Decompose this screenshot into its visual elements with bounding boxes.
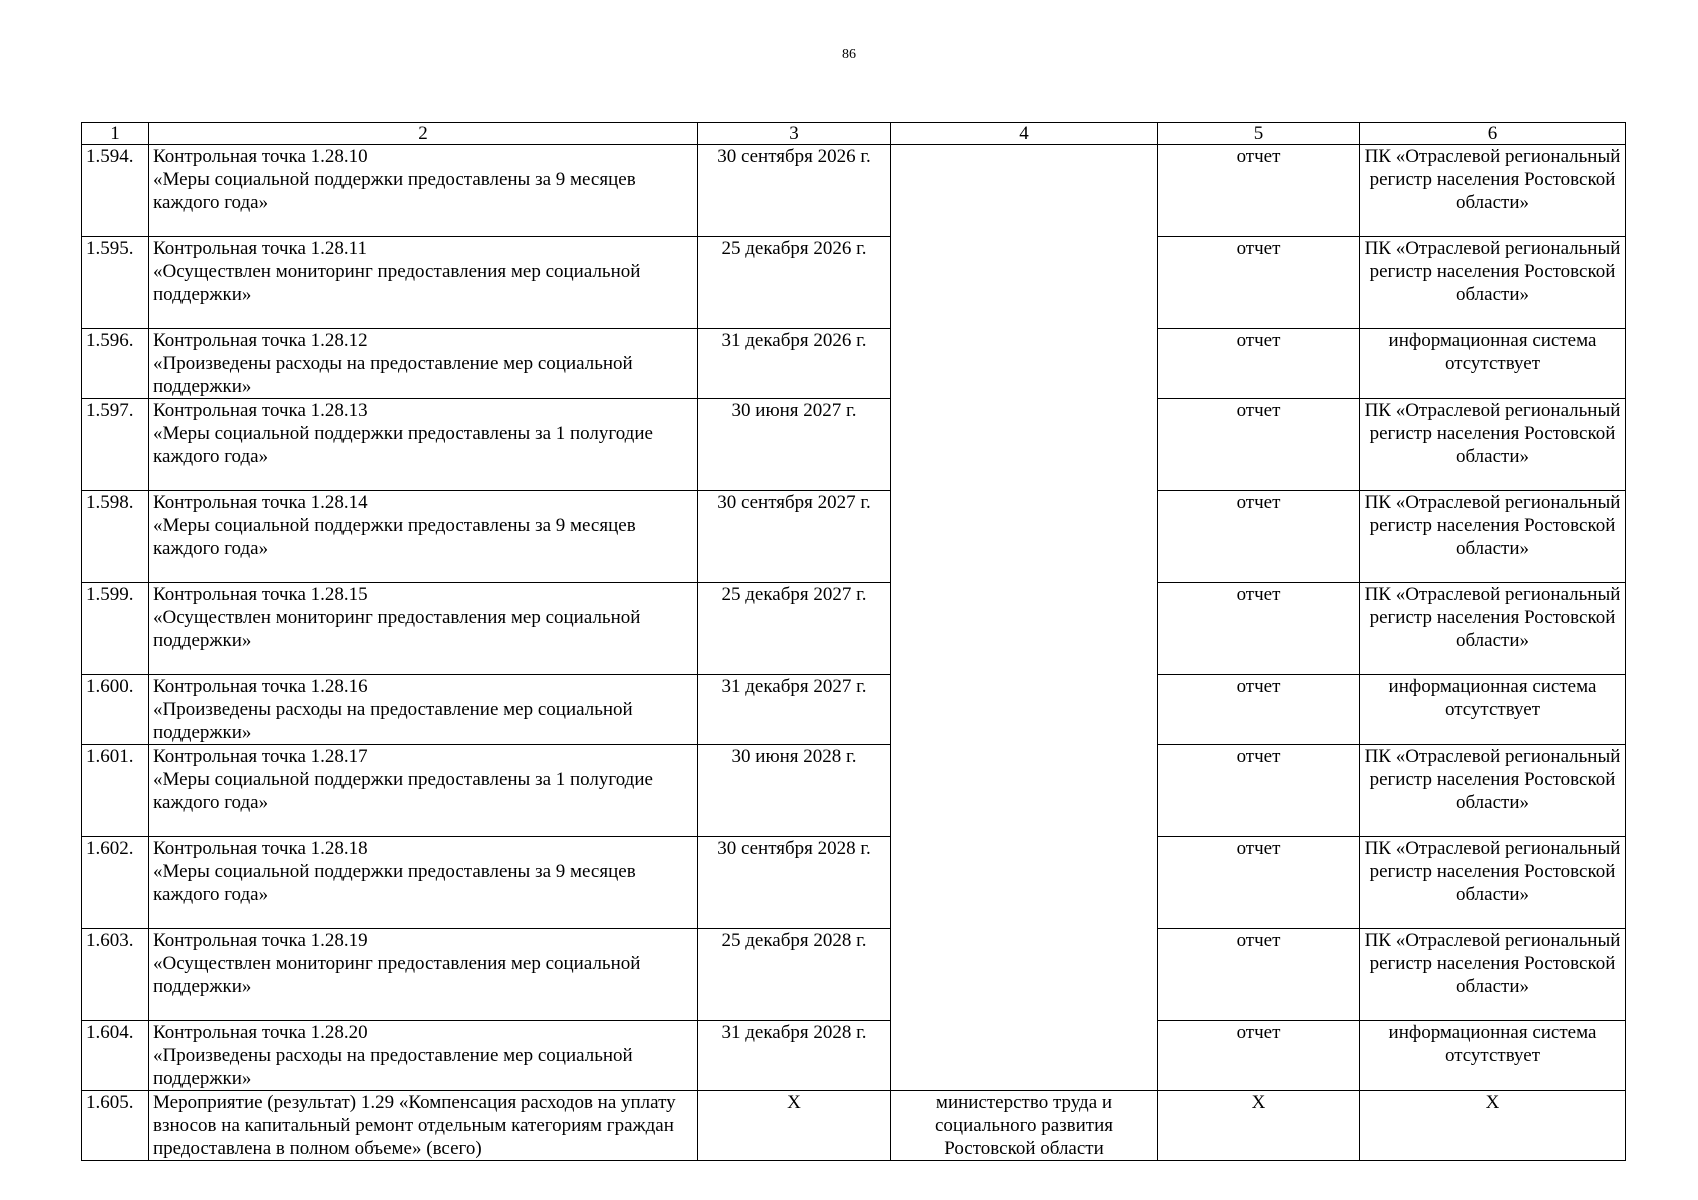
row-date: 30 сентября 2027 г.	[698, 491, 891, 583]
control-points-table	[81, 122, 1626, 1161]
header-col-4: 4	[891, 123, 1158, 145]
row-date: 30 июня 2028 г.	[698, 745, 891, 837]
row-description-cell: Мероприятие (результат) 1.29 «Компенсация расходов на уплату взносов на капитальный ремонт отдельным категориям граждан предоставлена в полном объеме» (всего)	[149, 1091, 698, 1161]
table-row	[82, 675, 1626, 745]
row-number: 1.603.	[82, 929, 149, 1021]
header-col-1: 1	[82, 123, 149, 145]
row-number: 1.594.	[82, 145, 149, 237]
row-number: 1.601.	[82, 745, 149, 837]
row-number: 1.597.	[82, 399, 149, 491]
row-document-type: отчет	[1158, 399, 1360, 491]
row-information-system: ПК «Отраслевой региональный регистр населения Ростовской области»	[1360, 145, 1626, 237]
header-col-2: 2	[149, 123, 698, 145]
row-number: 1.595.	[82, 237, 149, 329]
header-col-5: 5	[1158, 123, 1360, 145]
table-row	[82, 145, 1626, 237]
control-point-description: «Меры социальной поддержки предоставлены за 1 полугодие каждого года»	[153, 423, 653, 467]
row-description-cell	[149, 837, 698, 929]
row-document-type: отчет	[1158, 675, 1360, 745]
row-document-type: отчет	[1158, 145, 1360, 237]
table-row	[82, 745, 1626, 837]
row-date: 30 сентября 2028 г.	[698, 837, 891, 929]
row-document-type: отчет	[1158, 329, 1360, 399]
row-document-type: отчет	[1158, 837, 1360, 929]
table-row	[82, 583, 1626, 675]
page-number: 86	[842, 47, 856, 62]
table-row	[82, 329, 1626, 399]
row-information-system: X	[1360, 1091, 1626, 1161]
row-date: 31 декабря 2028 г.	[698, 1021, 891, 1091]
control-point-title: Контрольная точка 1.28.15	[153, 584, 368, 605]
responsible-merged-cell	[891, 145, 1158, 1091]
row-description-cell	[149, 491, 698, 583]
row-document-type: отчет	[1158, 1021, 1360, 1091]
control-point-title: Контрольная точка 1.28.13	[153, 400, 368, 421]
header-col-6: 6	[1360, 123, 1626, 145]
header-row	[82, 123, 1626, 145]
table-row	[82, 491, 1626, 583]
table-row	[82, 399, 1626, 491]
row-information-system: ПК «Отраслевой региональный регистр населения Ростовской области»	[1360, 399, 1626, 491]
control-point-description: «Осуществлен мониторинг предоставления мер социальной поддержки»	[153, 607, 641, 651]
row-description-cell	[149, 237, 698, 329]
control-point-title: Контрольная точка 1.28.14	[153, 492, 368, 513]
control-point-title: Контрольная точка 1.28.12	[153, 330, 368, 351]
row-information-system: ПК «Отраслевой региональный регистр населения Ростовской области»	[1360, 237, 1626, 329]
control-point-title: Контрольная точка 1.28.20	[153, 1022, 368, 1043]
row-document-type: X	[1158, 1091, 1360, 1161]
row-date: 30 июня 2027 г.	[698, 399, 891, 491]
row-number: 1.604.	[82, 1021, 149, 1091]
control-point-title: Контрольная точка 1.28.19	[153, 930, 368, 951]
row-date: 25 декабря 2028 г.	[698, 929, 891, 1021]
row-description-cell	[149, 675, 698, 745]
row-date: 25 декабря 2027 г.	[698, 583, 891, 675]
control-point-description: «Осуществлен мониторинг предоставления мер социальной поддержки»	[153, 261, 641, 305]
table-row	[82, 1091, 1626, 1161]
row-date: 25 декабря 2026 г.	[698, 237, 891, 329]
control-point-title: Контрольная точка 1.28.10	[153, 146, 368, 167]
row-date: X	[698, 1091, 891, 1161]
row-number: 1.598.	[82, 491, 149, 583]
row-number: 1.602.	[82, 837, 149, 929]
row-number: 1.600.	[82, 675, 149, 745]
row-description-cell	[149, 399, 698, 491]
row-date: 30 сентября 2026 г.	[698, 145, 891, 237]
row-document-type: отчет	[1158, 237, 1360, 329]
row-information-system: информационная система отсутствует	[1360, 1021, 1626, 1091]
row-information-system: информационная система отсутствует	[1360, 329, 1626, 399]
row-information-system: ПК «Отраслевой региональный регистр населения Ростовской области»	[1360, 583, 1626, 675]
row-document-type: отчет	[1158, 491, 1360, 583]
control-point-description: «Меры социальной поддержки предоставлены за 9 месяцев каждого года»	[153, 515, 636, 559]
row-responsible: министерство труда и социального развития Ростовской области	[891, 1091, 1158, 1161]
header-col-3: 3	[698, 123, 891, 145]
control-point-description: «Осуществлен мониторинг предоставления мер социальной поддержки»	[153, 953, 641, 997]
control-point-description: «Произведены расходы на предоставление мер социальной поддержки»	[153, 1045, 633, 1089]
row-date: 31 декабря 2026 г.	[698, 329, 891, 399]
row-document-type: отчет	[1158, 745, 1360, 837]
row-information-system: ПК «Отраслевой региональный регистр населения Ростовской области»	[1360, 491, 1626, 583]
row-description-cell	[149, 929, 698, 1021]
control-point-description: «Произведены расходы на предоставление мер социальной поддержки»	[153, 699, 633, 743]
row-information-system: ПК «Отраслевой региональный регистр населения Ростовской области»	[1360, 837, 1626, 929]
control-point-description: «Меры социальной поддержки предоставлены за 9 месяцев каждого года»	[153, 861, 636, 905]
control-point-title: Контрольная точка 1.28.16	[153, 676, 368, 697]
control-point-title: Контрольная точка 1.28.18	[153, 838, 368, 859]
row-number: 1.605.	[82, 1091, 149, 1161]
row-information-system: ПК «Отраслевой региональный регистр населения Ростовской области»	[1360, 929, 1626, 1021]
row-information-system: информационная система отсутствует	[1360, 675, 1626, 745]
control-point-description: «Произведены расходы на предоставление мер социальной поддержки»	[153, 353, 633, 397]
control-point-title: Контрольная точка 1.28.17	[153, 746, 368, 767]
row-number: 1.599.	[82, 583, 149, 675]
row-description-cell	[149, 583, 698, 675]
row-description-cell	[149, 745, 698, 837]
row-document-type: отчет	[1158, 929, 1360, 1021]
row-date: 31 декабря 2027 г.	[698, 675, 891, 745]
row-description-cell	[149, 1021, 698, 1091]
row-document-type: отчет	[1158, 583, 1360, 675]
row-number: 1.596.	[82, 329, 149, 399]
control-point-description: «Меры социальной поддержки предоставлены за 1 полугодие каждого года»	[153, 769, 653, 813]
control-point-description: «Меры социальной поддержки предоставлены за 9 месяцев каждого года»	[153, 169, 636, 213]
row-description-cell	[149, 329, 698, 399]
control-point-title: Контрольная точка 1.28.11	[153, 238, 367, 259]
table-row	[82, 237, 1626, 329]
table-row	[82, 1021, 1626, 1091]
row-description-cell	[149, 145, 698, 237]
table-row	[82, 837, 1626, 929]
row-information-system: ПК «Отраслевой региональный регистр населения Ростовской области»	[1360, 745, 1626, 837]
table-row	[82, 929, 1626, 1021]
